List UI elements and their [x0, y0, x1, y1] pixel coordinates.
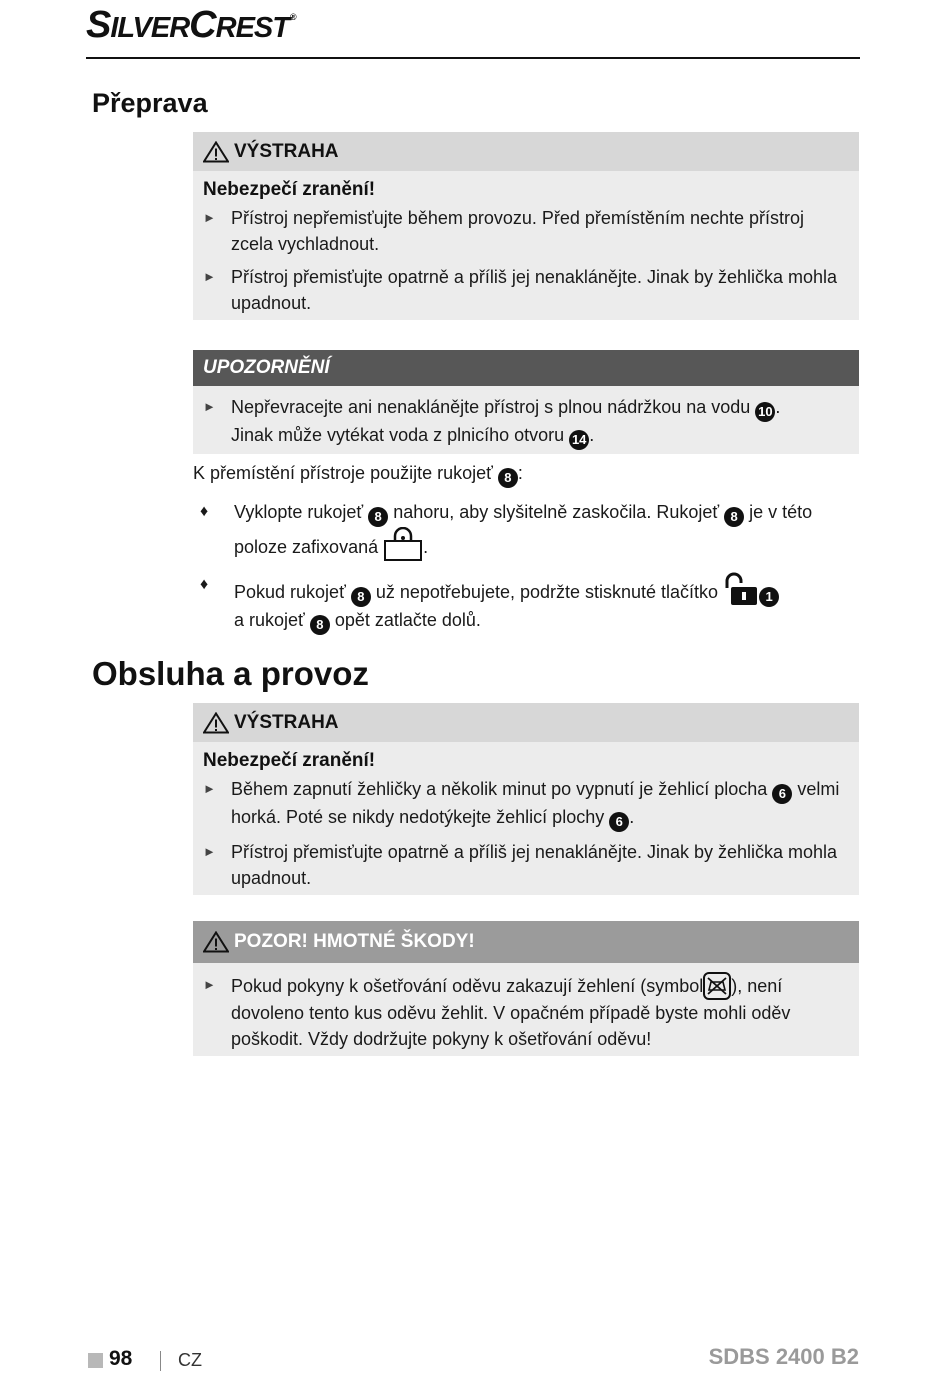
diamond-bullet-icon: ♦	[200, 576, 209, 593]
arrow-bullet-icon: ►	[203, 269, 216, 284]
list-item: ► Pokud pokyny k ošetřování oděvu zakazují žehlení (symbol ), není dovoleno tento kus oděvu žehlit. V opačném případě byste mohli oděv poškodit. Vždy dodržujte pokyny k ošetřování oděvu!	[193, 963, 859, 1052]
warning-heading: VÝSTRAHA	[193, 132, 859, 171]
transport-intro: K přemístění přístroje použijte rukojeť 8 :	[193, 460, 523, 488]
warning-triangle-icon	[203, 931, 229, 953]
ref-badge: 8	[498, 468, 518, 488]
arrow-bullet-icon: ►	[203, 977, 216, 992]
ref-badge: 6	[772, 784, 792, 804]
warning-box-transport	[193, 132, 859, 320]
lock-closed-icon	[383, 527, 423, 561]
warning-triangle-icon	[203, 141, 229, 163]
list-item: ► Přístroj přemisťujte opatrně a příliš jej nenaklánějte. Jinak by žehlička mohla upadnout.	[193, 264, 859, 316]
ref-badge: 14	[569, 430, 589, 450]
ref-badge: 10	[755, 402, 775, 422]
section-title-obsluha: Obsluha a provoz	[92, 655, 369, 692]
warning-heading: VÝSTRAHA	[193, 703, 859, 742]
brand-logo: SILVERCREST®	[86, 4, 296, 46]
ref-badge: 8	[351, 587, 371, 607]
list-item: ► Přístroj nepřemisťujte během provozu. Před přemístěním nechte přístroj zcela vychladnout.	[193, 205, 859, 257]
list-item: ► Během zapnutí žehličky a několik minut po vypnutí je žehlicí plocha 6 velmi horká. Poté se nikdy nedotýkejte žehlicí plochy 6 .	[193, 776, 859, 832]
caution-box	[193, 921, 859, 1056]
model-number: SDBS 2400 B2	[708, 1344, 859, 1369]
step-item: ♦ Pokud rukojeť 8 už nepotřebujete, podržte stisknuté tlačítko 1 a rukojeť 8 opět zatlačte dolů.	[200, 572, 850, 635]
notice-box	[193, 350, 859, 454]
warning-box-operation	[193, 703, 859, 895]
step-item: ♦ Vyklopte rukojeť 8 nahoru, aby slyšitelně zaskočila. Rukojeť 8 je v této poloze zafixovaná .	[200, 499, 850, 561]
footer-marker	[88, 1353, 103, 1368]
footer-divider	[160, 1351, 161, 1371]
diamond-bullet-icon: ♦	[200, 503, 209, 520]
header-rule	[86, 57, 860, 59]
warning-triangle-icon	[203, 712, 229, 734]
section-title-preprava: Přeprava	[92, 88, 208, 118]
no-iron-icon	[703, 972, 731, 1000]
list-item: ► Přístroj přemisťujte opatrně a příliš jej nenaklánějte. Jinak by žehlička mohla upadnout.	[193, 839, 859, 891]
lock-open-icon	[723, 572, 759, 606]
arrow-bullet-icon: ►	[203, 210, 216, 225]
ref-badge: 8	[310, 615, 330, 635]
caution-heading: POZOR! HMOTNÉ ŠKODY!	[193, 921, 859, 963]
warning-subtitle: Nebezpečí zranění!	[203, 179, 376, 200]
ref-badge: 1	[759, 587, 779, 607]
warning-subtitle: Nebezpečí zranění!	[203, 750, 376, 771]
ref-badge: 8	[724, 507, 744, 527]
list-item: ► Nepřevracejte ani nenaklánějte přístroj s plnou nádržkou na vodu 10 . Jinak může vytékat voda z plnicího otvoru 14 .	[193, 386, 859, 450]
ref-badge: 8	[368, 507, 388, 527]
arrow-bullet-icon: ►	[203, 399, 216, 414]
page-number: 98	[109, 1347, 133, 1370]
notice-heading: UPOZORNĚNÍ	[193, 350, 859, 386]
ref-badge: 6	[609, 812, 629, 832]
language-code: CZ	[178, 1350, 202, 1370]
arrow-bullet-icon: ►	[203, 781, 216, 796]
arrow-bullet-icon: ►	[203, 844, 216, 859]
